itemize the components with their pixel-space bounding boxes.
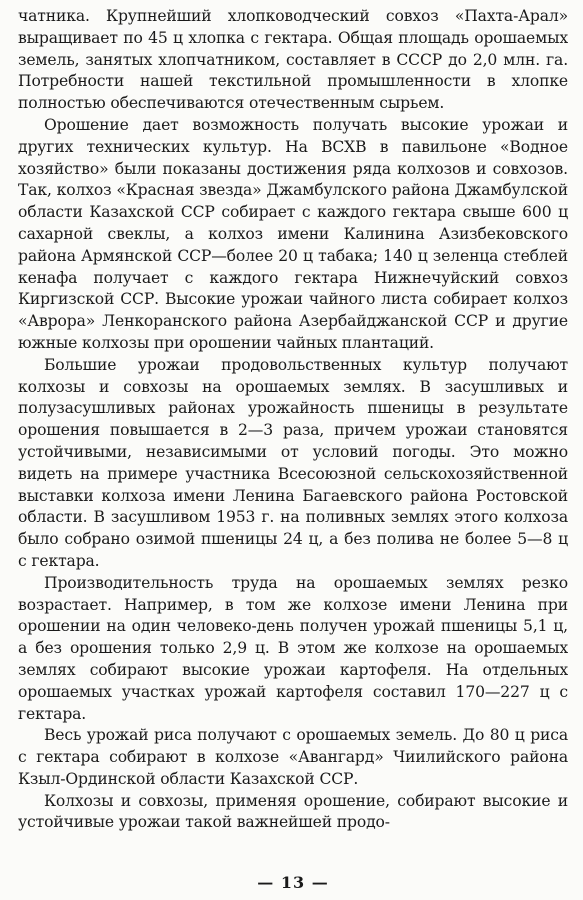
paragraph-food-crops: Большие урожаи продовольственных культур получают колхозы и совхозы на орошаемых землях. В засушливых и полузасушливых районах урожайность пшеницы в результате орошения повышается в 2—3 раза, причем урожаи становятся устойчивыми, независимыми от условий погоды. Это можно видеть на примере участника Всесоюзной сельскохозяйственной выставки колхоза имени Ленина Багаевского района Ростовской области. В засушливом 1953 г. на поливных землях этого колхоза было собрано озимой пшеницы 24 ц, а без полива не более 5—8 ц с гектара. — [18, 355, 568, 570]
paragraph-continuation: чатника. Крупнейший хлопководческий совхоз «Пахта-Арал» выращивает по 45 ц хлопка с гектара. Общая площадь орошаемых земель, занятых хлопчатником, составляет в СССР до 2,0 млн. га. Потребности нашей текстильной промышленности в хлопке полностью обеспечиваются отечественным сырьем. — [18, 7, 568, 113]
paragraph-final: Колхозы и совхозы, применяя орошение, собирают высокие и устойчивые урожаи такой важнейшей продо- — [18, 791, 568, 832]
body-text — [18, 6, 568, 834]
paragraph-technical-crops: Орошение дает возможность получать высокие урожаи и других технических культур. На ВСХВ в павильоне «Водное хозяйство» были показаны достижения ряда колхозов и совхозов. Так, колхоз «Красная звезда» Джамбулского района Джамбулской области Казахской ССР собирает с каждого гектара свыше 600 ц сахарной свеклы, а колхоз имени Калинина Азизбековского района Армянской ССР—более 20 ц табака; 140 ц зеленца стеблей кенафа получает с каждого гектара Нижнечуйский совхоз Киргизской ССР. Высокие урожаи чайного листа собирает колхоз «Аврора» Ленкоранского района Азербайджанской ССР и другие южные колхозы при орошении чайных плантаций. — [18, 115, 568, 352]
paragraph-labor-productivity: Производительность труда на орошаемых землях резко возрастает. Например, в том же колхозе имени Ленина при орошении на один человеко-день получен урожай пшеницы 5,1 ц, а без орошения только 2,9 ц. В этом же колхозе на орошаемых землях собирают высокие урожаи картофеля. На отдельных орошаемых участках урожай картофеля составил 170—227 ц с гектара. — [18, 573, 568, 723]
page-number: — 13 — — [257, 873, 329, 892]
paragraph-rice: Весь урожай риса получают с орошаемых земель. До 80 ц риса с гектара собирают в колхозе «Авангард» Чиилийского района Кзыл-Ординской области Казахской ССР. — [18, 726, 568, 788]
book-page — [18, 6, 568, 894]
